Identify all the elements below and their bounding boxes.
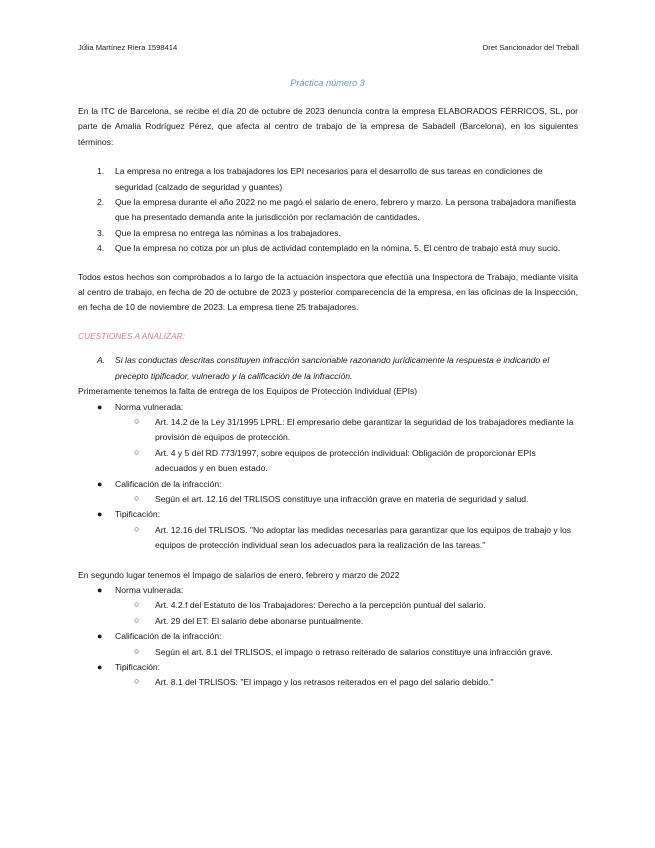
- sub-list: [115, 645, 578, 660]
- section-salarios: [78, 568, 578, 691]
- group-label: Norma vulnerada:: [115, 401, 184, 412]
- sub-item: [115, 415, 578, 446]
- bullet-dot-icon: ●: [97, 478, 103, 489]
- sub-item-text: Según el art. 12.16 del TRLISOS constituye una infracción grave en materia de seguridad y salud.: [155, 493, 529, 504]
- group-label: Calificación de la infracción:: [115, 631, 222, 642]
- sub-item-text: Art. 12.16 del TRLISOS. "No adoptar las medidas necesarias para garantizar que los equipos de trabajo y los equipos de protección individual sean los adecuados para la realización de las tareas.": [155, 524, 572, 551]
- list-item: [78, 241, 578, 256]
- question-letter: A.: [97, 355, 106, 366]
- bullet-group: [78, 507, 578, 553]
- intro-paragraph: En la ITC de Barcelona, se recibe el día 20 de octubre de 2023 denuncia contra la empresa ELABORADOS FÉRRICOS, SL, por parte de Amalia Rodríguez Pérez, que afecta al centro de trabajo de la empresa de Sabadell (Barcelona), en los siguientes términos:: [78, 106, 578, 147]
- list-number: 4.: [97, 243, 105, 254]
- bullet-group: [78, 400, 578, 477]
- sub-item: [115, 492, 578, 507]
- bullet-circle-icon: ○: [134, 415, 140, 426]
- header-author: Júlia Martínez Riera 1598414: [78, 43, 178, 52]
- bullet-circle-icon: ○: [134, 614, 140, 625]
- list-item-text: Que la empresa no cotiza por un plus de actividad contemplado en la nómina. 5. El centro de trabajo está muy sucio.: [115, 243, 561, 254]
- sub-item: [115, 614, 578, 629]
- bullet-dot-icon: ●: [97, 631, 103, 642]
- sub-item-text: Art. 4 y 5 del RD 773/1997, sobre equipos de protección individual: Obligación de proporcionar EPIs adecuados y en buen estado.: [155, 447, 536, 474]
- bullet-dot-icon: ●: [97, 401, 103, 412]
- section-epis: [78, 384, 578, 553]
- list-item-text: Que la empresa no entrega las nóminas a los trabajadores.: [115, 227, 341, 238]
- list-number: 3.: [97, 227, 105, 238]
- sub-item-text: Art. 14.2 de la Ley 31/1995 LPRL: El empresario debe garantizar la seguridad de los trabajadores mediante la provisión de equipos de protección.: [155, 416, 574, 443]
- section-list: [78, 583, 578, 691]
- sub-item: [115, 523, 578, 554]
- facts-paragraph: Todos estos hechos son comprobados a lo largo de la actuación inspectora que efectúa una Inspectora de Trabajo, mediante visita al centro de trabajo, en fecha de 20 de octubre de 2023 y posterior comparecencia de la empresa, en las oficinas de la Inspección, en fecha de 10 de noviembre de 2023. La empresa tiene 25 trabajadores.: [78, 271, 578, 313]
- sub-item-text: Art. 8.1 del TRLISOS: "El impago y los retrasos reiterados en el pago del salario debido.": [155, 677, 494, 688]
- page-title: Práctica número 3: [290, 78, 365, 88]
- sub-item-text: Según el art. 8.1 del TRLISOS, el impago o retraso reiterado de salarios constituye una infracción grave.: [155, 646, 553, 657]
- list-number: 2.: [97, 197, 105, 208]
- sub-list: [115, 523, 578, 554]
- sub-item: [115, 675, 578, 690]
- list-item-text: La empresa no entrega a los trabajadores los EPI necesarios para el desarrollo de sus tareas en condiciones de seguridad (calzado de seguridad y guantes): [115, 166, 543, 192]
- section-intro: Primeramente tenemos la falta de entrega de los Equipos de Protección Individual (EPIs): [78, 386, 418, 397]
- list-item: [78, 226, 578, 241]
- list-item-text: Que la empresa durante el año 2022 no me pagó el salario de enero, febrero y marzo. La persona trabajadora manifiesta que ha presentado demanda ante la jurisdicción por reclamación de cantidades.: [115, 197, 577, 223]
- sub-list: [115, 492, 578, 507]
- question-a: [78, 353, 578, 384]
- sub-item-text: Art. 29 del ET: El salario debe abonarse puntualmente.: [155, 615, 364, 626]
- bullet-dot-icon: ●: [97, 662, 103, 672]
- bullet-dot-icon: ●: [97, 509, 103, 520]
- sub-item: [115, 446, 578, 477]
- group-label: Norma vulnerada:: [115, 584, 184, 595]
- bullet-group: [78, 477, 578, 508]
- sub-list: [115, 598, 578, 629]
- sub-list: [115, 675, 578, 690]
- document-body: [78, 104, 578, 691]
- group-label: Tipificación:: [115, 662, 161, 672]
- cuestiones-heading: CUESTIONES A ANALIZAR:: [78, 330, 186, 341]
- group-label: Tipificación:: [115, 509, 161, 520]
- bullet-circle-icon: ○: [134, 676, 140, 687]
- header-course: Dret Sancionador del Treball: [482, 43, 579, 52]
- bullet-circle-icon: ○: [134, 645, 140, 656]
- bullet-group: [78, 660, 578, 691]
- sub-list: [115, 415, 578, 477]
- sub-item: [115, 645, 578, 660]
- list-number: 1.: [97, 166, 105, 177]
- bullet-group: [78, 629, 578, 660]
- bullet-circle-icon: ○: [134, 446, 140, 457]
- bullet-group: [78, 583, 578, 629]
- list-item: [78, 164, 578, 195]
- bullet-dot-icon: ●: [97, 584, 103, 595]
- section-list: [78, 400, 578, 554]
- bullet-circle-icon: ○: [134, 599, 140, 610]
- list-item: [78, 195, 578, 226]
- sub-item: [115, 598, 578, 613]
- terms-list: [78, 164, 578, 256]
- section-intro: En segundo lugar tenemos el Impago de salarios de enero, febrero y marzo de 2022: [78, 569, 400, 580]
- bullet-circle-icon: ○: [134, 492, 140, 503]
- group-label: Calificación de la infracción:: [115, 478, 222, 489]
- bullet-circle-icon: ○: [134, 523, 140, 534]
- sub-item-text: Art. 4.2.f del Estatuto de los Trabajadores: Derecho a la percepción puntual del salario.: [155, 600, 486, 611]
- question-text: Si las conductas descritas constituyen infracción sancionable razonando jurídicamente la respuesta e indicando el precepto tipificador, vulnerado y la calificación de la infracción.: [115, 355, 550, 381]
